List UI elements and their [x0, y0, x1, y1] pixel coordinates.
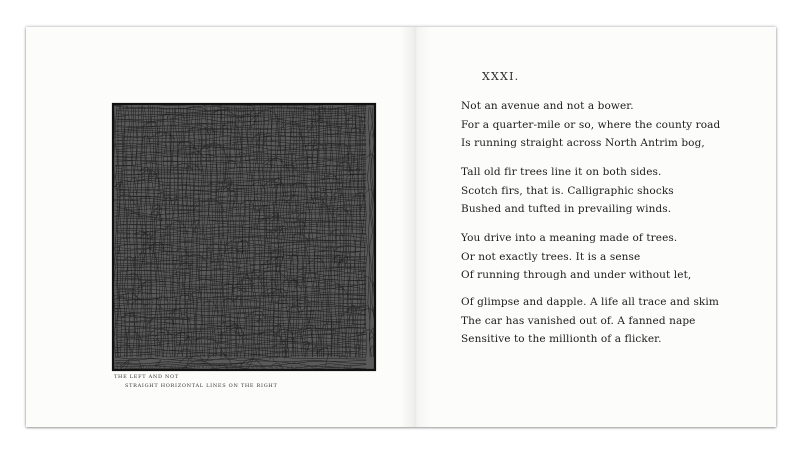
poem-line: Of running through and under without let, — [461, 269, 692, 282]
right-page — [404, 27, 776, 427]
poem-line: Or not exactly trees. It is a sense — [461, 250, 641, 263]
stanza-3 — [461, 229, 761, 285]
figure-caption — [114, 363, 364, 391]
poem-line: Tall old fir trees line it on both sides. — [461, 166, 662, 178]
stanza-1 — [461, 97, 761, 153]
poem-line: For a quarter-mile or so, where the county road — [461, 118, 721, 131]
poem-line: Sensitive to the millionth of a flicker. — [461, 333, 662, 346]
stanza-2 — [461, 163, 761, 219]
poem-line: Of glimpse and dapple. A life all trace and skim — [461, 296, 719, 308]
poem-line: Not an avenue and not a bower. — [461, 100, 634, 112]
figure-number: 31. — [114, 363, 126, 371]
left-page — [26, 27, 404, 427]
poem-line: Bushed and tufted in prevailing winds. — [461, 203, 672, 216]
book-spread — [26, 27, 776, 427]
poem-line: The car has vanished out of. A fanned nape — [461, 314, 696, 327]
stanza-4 — [461, 293, 761, 349]
scribble-drawing — [110, 101, 378, 373]
poem-line: You drive into a meaning made of trees. — [461, 232, 678, 244]
poem-line: Is running straight across North Antrim bog, — [461, 137, 705, 150]
caption-line-2: STRAIGHT HORIZONTAL LINES ON THE RIGHT — [125, 383, 278, 389]
poem-number: XXXI. — [482, 70, 520, 83]
caption-line-1: SCRIBBLES WITH STRAIGHT HORIZONTAL AND VERTICAL LINES ON THE LEFT AND NOT — [114, 365, 354, 380]
poem-line: Scotch firs, that is. Calligraphic shocks — [461, 184, 674, 197]
